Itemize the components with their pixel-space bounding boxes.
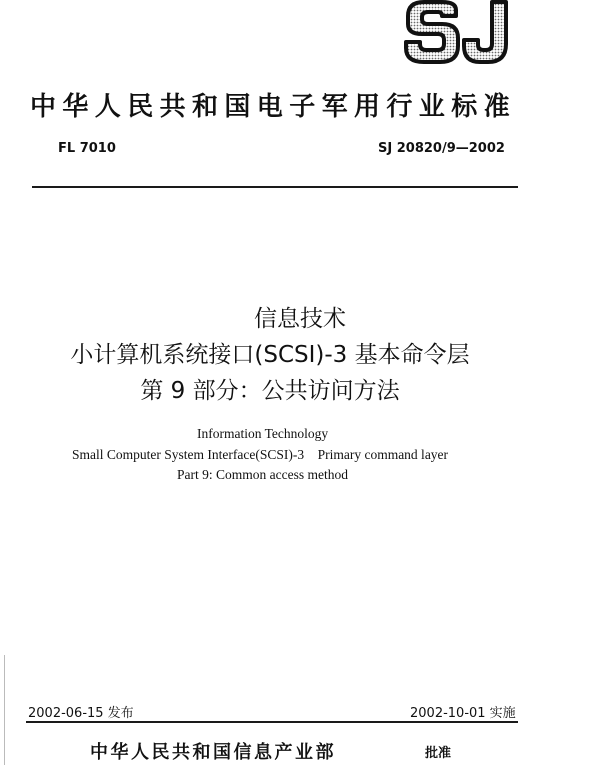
chinese-title-line-3: 第 9 部分：公共访问方法 <box>140 378 400 404</box>
chinese-title-line-1: 信息技术 <box>254 306 346 332</box>
scan-artifact-line <box>4 655 5 765</box>
english-title-line-1: Information Technology <box>197 426 329 441</box>
sj-logo <box>398 0 518 66</box>
issuing-authority: 中华人民共和国信息产业部 <box>90 742 336 763</box>
english-title-line-2: Small Computer System Interface(SCSI)-3 Primary command layer <box>72 447 449 462</box>
issue-date: 2002-06-15 发布 <box>28 706 134 721</box>
implementation-date: 2002-10-01 实施 <box>410 706 516 721</box>
footer-rule <box>26 721 518 723</box>
organization-title: 中华人民共和国电子军用行业标准 <box>30 92 517 122</box>
classification-code: FL 7010 <box>58 141 116 156</box>
english-title-line-3: Part 9: Common access method <box>177 467 348 482</box>
header-rule <box>32 186 518 188</box>
approval-label: 批准 <box>425 746 452 761</box>
chinese-title-line-2: 小计算机系统接口(SCSI)-3 基本命令层 <box>70 342 470 368</box>
sj-logo-mark <box>398 0 518 66</box>
standard-number: SJ 20820/9—2002 <box>378 141 505 156</box>
